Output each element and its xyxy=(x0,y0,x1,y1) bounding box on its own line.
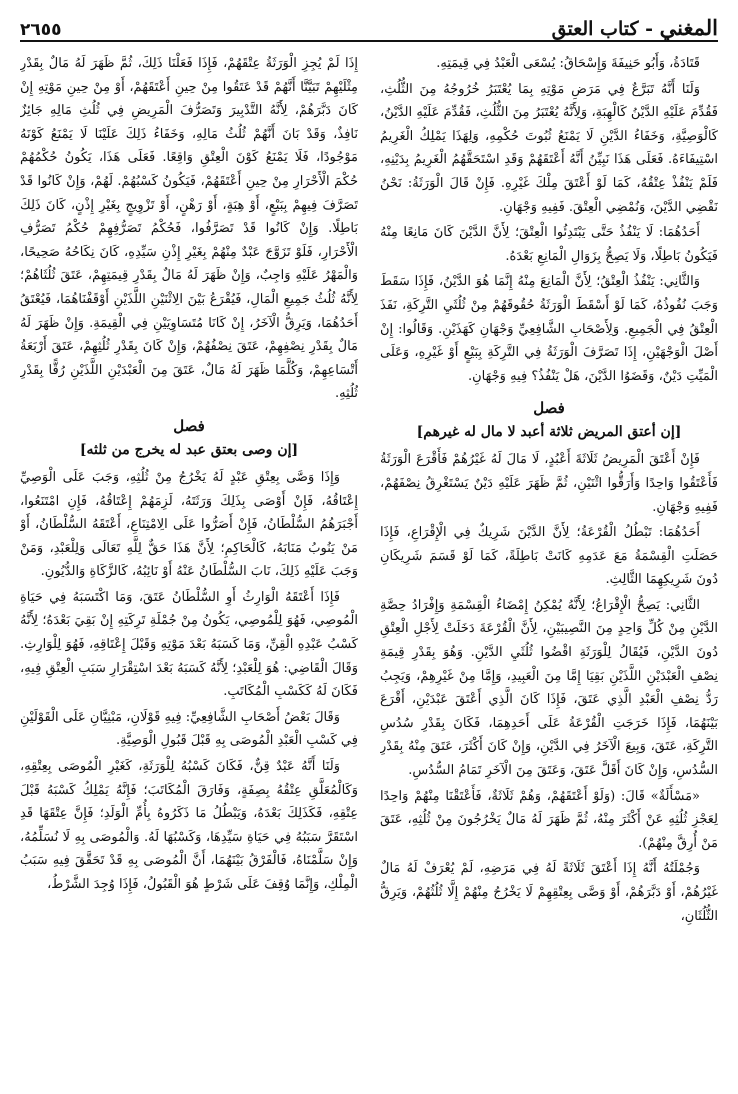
paragraph: وَلَنَا أَنَّهُ عَبْدٌ قِنٌّ، فَكَانَ كَسْبُهُ لِلْوَرَثَةِ، كَغَيْرِ الْمُوصَى بِعِتْقِهِ، وَكَالْمُعَلَّقِ عِتْقُهُ بِصِفَةٍ، وَفَارَقَ الْمُكَاتَبَ؛ فَإِنَّهُ يَمْلِكُ كَسْبَهُ قَبْلَ عِتْقِهِ، فَكَذَلِكَ بَعْدَهُ، وَيَبْطُلُ مَا ذَكَرُوهُ بِأُمِّ الْوَلَدِ؛ فَإِنَّ عِتْقَهَا قَدِ اسْتَقَرَّ سَبَبُهُ فِي حَيَاةِ سَيِّدِهَا، وَكَسْبُهَا لَهُ. وَالْمُوصَى بِهِ لَا نُسَلِّمُهُ، وَإِنْ سَلَّمْنَاهُ، فَالْفَرْقُ بَيْنَهُمَا، أَنَّ الْمُوصَى بِهِ قَدْ تَحَقَّقَ فِيهِ سَبَبُ الْمِلْكِ، وَإِنَّمَا وُقِفَ عَلَى شَرْطٍ هُوَ الْقَبُولُ، فَإِذَا وُجِدَ الشَّرْطُ، xyxy=(20,759,358,892)
paragraph: أَحَدُهُمَا: تَبْطُلُ الْقُرْعَةُ؛ لِأَنَّ الدَّيْنَ شَرِيكٌ فِي الْإِقْرَاعِ، فَإِذَا حَصَلَتِ الْقِسْمَةُ مَعَ عَدَمِهِ كَانَتْ بَاطِلَةً، كَمَا لَوْ قَسَمَ شَرِيكَانِ دُونَ شَرِيكِهِمَا الثَّالِثِ. xyxy=(380,525,718,588)
paragraph: الثَّانِي: يَصِحُّ الْإِقْرَاعُ؛ لِأَنَّهُ يُمْكِنُ إِمْضَاءُ الْقِسْمَةِ وَإِفْرَادُ حِصَّةِ الدَّيْنِ مِنْ كُلِّ وَاحِدٍ مِنَ النَّصِيبَيْنِ، لِأَنَّ الْقُرْعَةَ دَخَلَتْ لِأَجْلِ الْعِتْقِ دُونَ الدَّيْنِ، فَيُقَالُ لِلْوَرَثَةِ اقْضُوا ثُلُثَيِ الدَّيْنِ. وَهُوَ بِقَدْرِ قِيمَةِ نِصْفِ الْعَبْدَيْنِ اللَّذَيْنِ بَقِيَا إِمَّا مِنَ الْعَبِيدِ، وَإِمَّا مِنْ غَيْرِهِمْ، وَيَجِبُ رَدُّ نِصْفِ الْعَبْدِ الَّذِي عَتَقَ، فَإِذَا كَانَ الَّذِي أَعْتَقَ عَبْدَيْنِ، أَقْرَعَ بَيْنَهُمَا، فَإِذَا خَرَجَتِ الْقُرْعَةُ عَلَى أَحَدِهِمَا، فَكَانَ بِقَدْرِ سُدُسِ التَّرِكَةِ، عَتَقَ، وَبِيعَ الْآخَرُ فِي الدَّيْنِ، وَإِنْ كَانَ أَكْثَرَ، عَتَقَ مِنْهُ بِقَدْرِ السُّدُسِ، وَإِنْ كَانَ أَقَلَّ عَتَقَ، وَعَتَقَ مِنَ الْآخَرِ تَمَامُ السُّدُسِ. xyxy=(380,597,718,779)
book-title: المغني xyxy=(659,15,718,40)
paragraph: وَإِذَا وَصَّى بِعِتْقِ عَبْدٍ لَهُ يَخْرُجُ مِنْ ثُلُثِهِ، وَجَبَ عَلَى الْوَصِيِّ إِعْتَاقُهُ، فَإِنْ أَوْصَى بِذَلِكَ وَرَثَتَهُ، لَزِمَهُمْ إِعْتَاقُهُ، فَإِنِ امْتَنَعُوا، أَجْبَرَهُمُ السُّلْطَانُ، فَإِنْ أَصَرُّوا عَلَى الِامْتِنَاعِ، أَعْتَقَهُ السُّلْطَانُ، أَوْ مَنْ يَنُوبُ مَنَابَهُ، كَالْحَاكِمِ؛ لِأَنَّ هَذَا حَقٌّ لِلَّهِ تَعَالَى وَلِلْعَبْدِ، وَمَنْ وَجَبَ عَلَيْهِ ذَلِكَ، نَابَ السُّلْطَانُ عَنْهُ أَوْ نَائِبُهُ، كَالزَّكَاةِ وَالدُّيُونِ. xyxy=(20,469,358,580)
paragraph: وَلَنَا أَنَّهُ تَبَرَّعٌ فِي مَرَضِ مَوْتِهِ بِمَا يُعْتَبَرُ خُرُوجُهُ مِنَ الثُّلُثِ، فَقُدِّمَ عَلَيْهِ الدَّيْنُ كَالْهِبَةِ، وَلِأَنَّهُ يُعْتَبَرُ مِنَ الثُّلُثِ، فَقُدِّمَ عَلَيْهِ الدَّيْنُ، كَالْوَصِيَّةِ، وَخَفَاءُ الدَّيْنِ لَا يَمْنَعُ ثُبُوتَ حُكْمِهِ، وَلِهَذَا يَمْلِكُ الْغَرِيمُ اسْتِيفَاءَهُ. فَعَلَى هَذَا نَبِيِّنُ أَنَّهُ أَعْتَقَهُمْ وَقَدِ اسْتَحَقَّهُمُ الْغَرِيمُ بِدَيْنِهِ، فَلَمْ يَنْفُذْ عِتْقُهُ، كَمَا لَوْ أَعْتَقَ مِلْكَ غَيْرِهِ. فَإِنْ قَالَ الْوَرَثَةُ: نَحْنُ نَقْضِي الدَّيْنَ، وَنُمْضِي الْعِتْقَ. فَفِيهِ وَجْهَانِ. xyxy=(380,81,718,215)
paragraph: وَجُمْلَتُهُ أَنَّهُ إِذَا أَعْتَقَ ثَلَاثَةً لَهُ فِي مَرَضِهِ، لَمْ يُعْرَفْ لَهُ مَالٌ غَيْرُهُمْ، أَوْ دَبَّرَهُمْ، أَوْ وَصَّى بِعِتْقِهِمْ لَا يَخْرُجُ مِنْهُمْ إِلَّا ثُلُثُهُمْ، وَيَرِقُّ الثُّلُثَانِ، xyxy=(380,861,718,924)
section-title: فصل xyxy=(533,399,565,418)
running-title xyxy=(552,15,718,40)
title-separator: - xyxy=(638,18,660,40)
right-column xyxy=(380,52,718,1082)
paragraph: قَتَادَةُ، وَأَبُو حَنِيفَةَ وَإِسْحَاقُ: يُسْعَى الْعَبْدُ فِي قِيمَتِهِ. xyxy=(436,56,700,71)
paragraph: إِذَا لَمْ يُجِزِ الْوَرَثَةُ عِتْقَهُمْ، فَإِذَا فَعَلْنَا ذَلِكَ، ثُمَّ ظَهَرَ لَهُ مَالٌ بِقَدْرِ مِثْلَيْهِمْ تَبَيَّنَّا أَنَّهُمْ قَدْ عَتَقُوا مِنْ حِينِ أَعْتَقَهُمْ، أَوْ مِنْ حِينِ مَوْتِهِ إِنْ كَانَ دَبَّرَهُمْ، لِأَنَّهُ التَّدْبِيرَ وَتَصَرُّفَ الْمَرِيضِ فِي ثُلُثِ مَالِهِ جَائِزٌ نَافِذٌ، وَقَدْ بَانَ أَنَّهُمْ ثُلُثُ مَالِهِ، وَخَفَاءُ ذَلِكَ عَلَيْنَا لَا يَمْنَعُ كَوْنَهُ مَوْجُودًا، فَلَا يَمْنَعُ كَوْنَ الْعِتْقِ وَاقِعًا. فَعَلَى هَذَا، يَكُونُ حُكْمُهُمْ حُكْمَ الْأَحْرَارِ مِنْ حِينِ أَعْتَقَهُمْ، فَيَكُونُ كَسْبُهُمْ. لَهُمْ، وَإِنْ كَانُوا قَدْ تَصَرَّفَ فِيهِمْ بِبَيْعٍ، أَوْ هِبَةٍ، أَوْ رَهْنٍ، أَوْ تَزْوِيجٍ بِغَيْرِ إِذْنٍ، كَانَ ذَلِكَ بَاطِلًا. وَإِنْ كَانُوا قَدْ تَصَرَّفُوا، فَحُكْمُ تَصَرُّفِهِمْ حُكْمُ تَصَرُّفِ الْأَحْرَارِ، فَلَوْ تَزَوَّجَ عَبْدٌ مِنْهُمْ بِغَيْرِ إِذْنِ سَيِّدِهِ، كَانَ نِكَاحُهُ صَحِيحًا، وَالْمَهْرُ عَلَيْهِ وَاجِبٌ، وَإِنْ ظَهَرَ لَهُ مَالٌ بِقَدْرِ قِيمَتِهِمْ، عَتَقَ ثُلُثَاهُمْ؛ لِأَنَّهُ ثُلُثُ جَمِيعِ الْمَالِ، فَيُقْرَعُ بَيْنَ الِاثْنَيْنِ اللَّذَيْنِ أَوْقَفْنَاهُمَا، فَيُعْتَقُ أَحَدُهُمَا، وَيَرِقُّ الْآخَرُ، إِنْ كَانَا مُتَسَاوِيَيْنِ فِي الْقِيمَةِ. وَإِنْ ظَهَرَ لَهُ مَالٌ بِقَدْرِ نِصْفِهِمْ، عَتَقَ نِصْفُهُمْ، وَإِنْ كَانَ بِقَدْرِ ثُلُثِهِمْ، عَتَقَ أَرْبَعَةُ أَتْسَاعِهِمْ، وَكُلَّمَا ظَهَرَ لَهُ مَالٌ، عَتَقَ مِنَ الْعَبْدَيْنِ اللَّذَيْنِ رُقًّا بِقَدْرِ ثُلُثِهِ. xyxy=(20,56,358,402)
page-number: ٢٦٥٥ xyxy=(20,20,62,40)
section-title: فصل xyxy=(173,416,205,435)
paragraph: وَقَالَ بَعْضُ أَصْحَابِ الشَّافِعِيِّ: فِيهِ قَوْلَانِ، مَبْنِيَّانِ عَلَى الْقَوْلَيْنِ فِي كَسْبِ الْعَبْدِ الْمُوصَى بِهِ قَبْلَ قَبُولِ الْوَصِيَّةِ. xyxy=(20,709,358,749)
chapter-title: كتاب العتق xyxy=(551,18,639,40)
left-column xyxy=(20,52,358,1082)
paragraph: فَإِنْ أَعْتَقَ الْمَرِيضُ ثَلَاثَةَ أَعْبُدٍ، لَا مَالَ لَهُ غَيْرُهُمْ فَأَقْرَعَ الْوَرَثَةُ فَأَعْتَقُوا وَاحِدًا وَأَرَقُّوا اثْنَيْنِ، ثُمَّ ظَهَرَ عَلَيْهِ دَيْنٌ يَسْتَغْرِقُ نِصْفَهُمْ، فَفِيهِ وَجْهَانِ. xyxy=(380,452,718,515)
paragraph: فَإِذَا أَعْتَقَهُ الْوَارِثُ أَوِ السُّلْطَانُ عَتَقَ، وَمَا اكْتَسَبَهُ فِي حَيَاةِ الْمُوصِي، فَهُوَ لِلْمُوصِي، يَكُونُ مِنْ جُمْلَةِ تَرِكَتِهِ إِنْ بَقِيَ بَعْدَهُ؛ لِأَنَّهُ كَسْبُ عَبْدِهِ الْقِنِّ، وَمَا كَسَبَهُ بَعْدَ مَوْتِهِ وَقَبْلَ إِعْتَاقِهِ، فَهُوَ لِلْوَارِثِ. وَقَالَ الْقَاضِي: هُوَ لِلْعَبْدِ؛ لِأَنَّهُ كَسَبَهُ بَعْدَ اسْتِقْرَارِ سَبَبِ الْعِتْقِ فِيهِ، فَكَانَ لَهُ كَكَسْبِ الْمُكَاتَبِ. xyxy=(20,589,358,700)
paragraph: أَحَدُهُمَا: لَا يَنْفُذُ حَتَّى يَبْتَدِئُوا الْعِتْقَ؛ لِأَنَّ الدَّيْنَ كَانَ مَانِعًا مِنْهُ فَيَكُونُ بَاطِلًا، وَلَا يَصِحُّ بِزَوَالِ الْمَانِعِ بَعْدَهُ. xyxy=(380,225,718,264)
paragraph: وَالثَّانِي: يَنْفُذُ الْعِتْقُ؛ لِأَنَّ الْمَانِعَ مِنْهُ إِنَّمَا هُوَ الدَّيْنُ، فَإِذَا سَقَطَ وَجَبَ نُفُوذُهُ، كَمَا لَوْ أَسْقَطَ الْوَرَثَةُ حُقُوقَهُمْ مِنْ ثُلُثَيِ التَّرِكَةِ، نَفَذَ الْعِتْقُ فِي الْجَمِيعِ. وَلِأَصْحَابِ الشَّافِعِيِّ وَجْهَانِ كَهَذَيْنِ. وَقَالُوا: إِنْ أَصْلَ الْوَجْهَيْنِ، إِذَا تَصَرَّفَ الْوَرَثَةُ فِي التَّرِكَةِ بِبَيْعٍ أَوْ غَيْرِهِ، وَعَلَى الْمَيِّتِ دَيْنٌ، وَقَضَوُا الدَّيْنَ، هَلْ يَنْفُذُ؟ فِيهِ وَجْهَانِ. xyxy=(380,274,718,384)
paragraph: «مَسْأَلَةٌ» قَالَ: (وَلَوْ أَعْتَقَهُمْ، وَهُمْ ثَلَاثَةٌ، فَأَعْتَقْنَا مِنْهُمْ وَاحِدًا لِعَجْزِ ثُلُثِهِ عَنْ أَكْثَرَ مِنْهُ، ثُمَّ ظَهَرَ لَهُ مَالٌ يَخْرُجُونَ مِنْ ثُلُثِهِ، عَتَقَ مَنْ أُرِقَّ مِنْهُمْ). xyxy=(380,788,718,851)
section-subtitle: [إن أعتق المريض ثلاثة أعبد لا مال له غيرهم] xyxy=(416,424,682,441)
text-columns xyxy=(20,52,718,1082)
section-subtitle: [إن وصى بعتق عبد له يخرج من ثلثه] xyxy=(79,441,299,458)
page-header xyxy=(20,10,718,42)
